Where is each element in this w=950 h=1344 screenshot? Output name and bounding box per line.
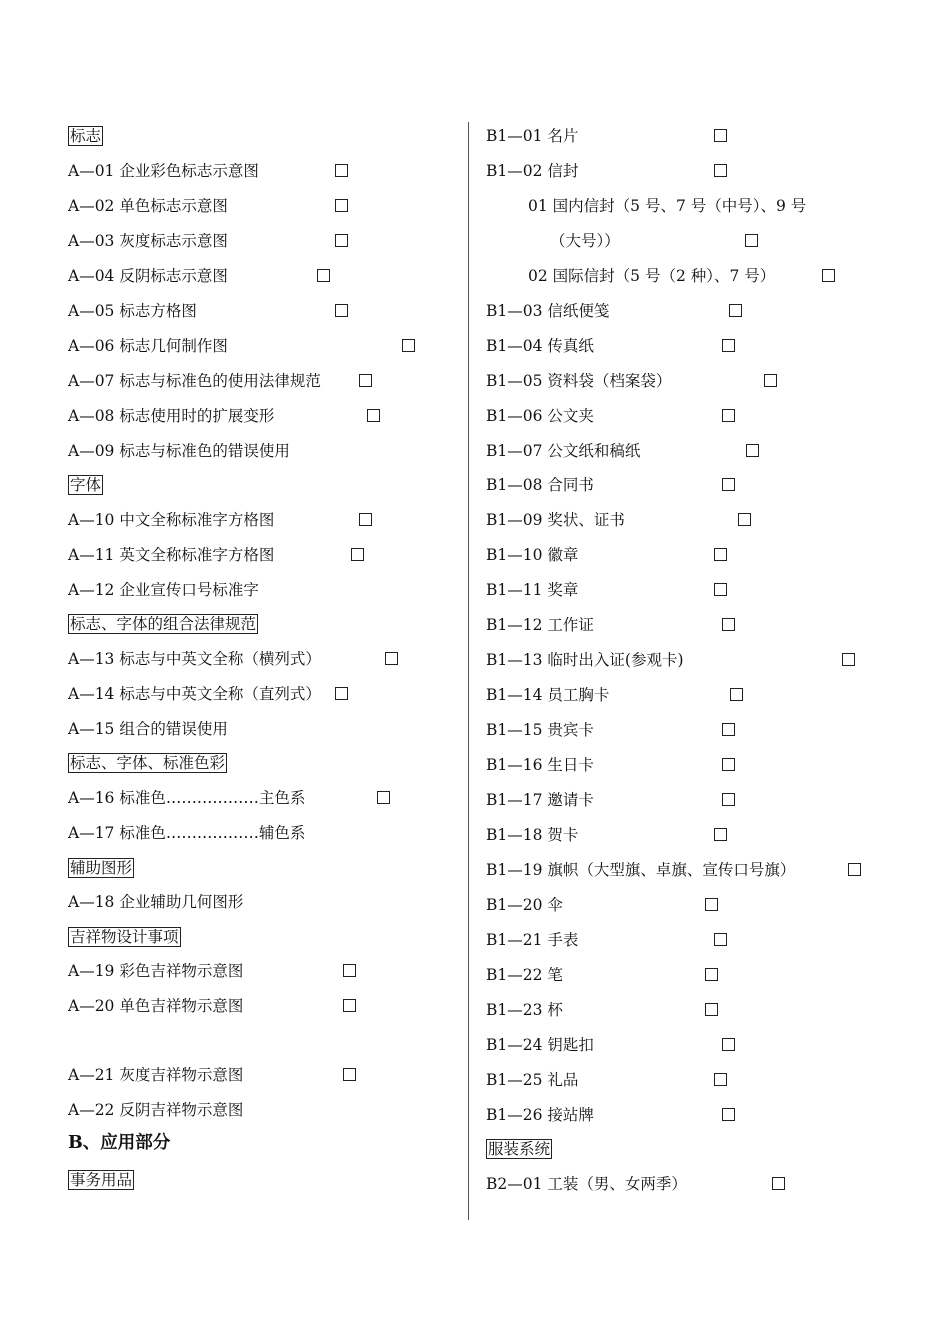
list-item [68,892,243,912]
section-header [68,475,103,495]
list-item [68,649,321,669]
list-item [68,510,274,530]
list-item [68,371,321,391]
item-label: A—10 中文全称标准字方格图 [68,511,275,529]
column-divider [468,122,469,1220]
checkbox[interactable] [705,968,718,981]
section-header [68,927,181,947]
checkbox[interactable] [714,1073,727,1086]
item-label: A—07 标志与标准色的使用法律规范 [68,372,321,390]
checkbox[interactable] [848,863,861,876]
item-label: B1—25 礼品 [486,1071,579,1089]
item-label: 01 国内信封（5 号、7 号（中号）、9 号 [528,197,807,215]
item-label: A—05 标志方格图 [68,302,197,320]
list-item [486,545,578,565]
list-item [68,231,228,251]
list-item [486,126,578,146]
checkbox[interactable] [738,513,751,526]
checkbox[interactable] [335,199,348,212]
checkbox[interactable] [385,652,398,665]
item-label: 服装系统 [488,1140,551,1158]
checkbox[interactable] [714,129,727,142]
item-label: B1—16 生日卡 [486,756,594,774]
list-item [486,161,578,181]
item-label: B1—02 信封 [486,162,579,180]
checkbox[interactable] [335,304,348,317]
list-item [486,790,594,810]
list-item [486,685,609,705]
item-label: B1—09 奖状、证书 [486,511,625,529]
item-label: B1—21 手表 [486,931,579,949]
item-label: B1—13 临时出入证(参观卡) [486,651,684,669]
item-label: B1—03 信纸便笺 [486,302,610,320]
checkbox[interactable] [359,513,372,526]
checkbox[interactable] [705,1003,718,1016]
section-header [68,858,134,878]
section-header [68,753,227,773]
item-label: 标志、字体的组合法律规范 [70,615,257,633]
checkbox[interactable] [317,269,330,282]
list-item [68,996,243,1016]
item-label: B1—20 伞 [486,896,563,914]
checkbox[interactable] [746,444,759,457]
checkbox[interactable] [335,164,348,177]
checkbox[interactable] [359,374,372,387]
item-label: （大号）） [550,232,620,250]
checkbox[interactable] [377,791,390,804]
item-label: 辅助图形 [70,859,133,877]
list-item [68,336,228,356]
item-label: A—22 反阴吉祥物示意图 [68,1101,244,1119]
list-item [68,441,290,461]
item-label: A—03 灰度标志示意图 [68,232,228,250]
list-item [486,930,578,950]
list-item [68,161,259,181]
checkbox[interactable] [343,1068,356,1081]
item-label: A—04 反阴标志示意图 [68,267,228,285]
item-label: B1—18 贺卡 [486,826,579,844]
checkbox[interactable] [722,1108,735,1121]
item-label: B1—05 资料袋（档案袋） [486,372,672,390]
list-item [68,719,228,739]
item-label: B2—01 工装（男、女两季） [486,1175,687,1193]
item-label: B1—04 传真纸 [486,337,594,355]
item-label: B1—06 公文夹 [486,407,594,425]
list-item [486,580,578,600]
checkbox[interactable] [705,898,718,911]
checkbox[interactable] [335,234,348,247]
list-item [486,755,594,775]
item-label: A—02 单色标志示意图 [68,197,228,215]
item-label: 02 国际信封（5 号（2 种）、7 号） [528,267,776,285]
item-label: B1—17 邀请卡 [486,791,594,809]
checkbox[interactable] [367,409,380,422]
list-item [528,266,775,286]
list-item [486,825,578,845]
list-item [68,196,228,216]
checkbox[interactable] [822,269,835,282]
checkbox[interactable] [714,583,727,596]
item-label: A—18 企业辅助几何图形 [68,893,244,911]
list-item [68,1100,243,1120]
list-item [68,580,259,600]
item-label: A—16 标准色………………主色系 [68,789,306,807]
checkbox[interactable] [714,164,727,177]
list-item [486,1035,594,1055]
list-item [68,301,197,321]
part-title [68,1133,170,1153]
list-item [550,231,620,251]
item-label: B1—23 杯 [486,1001,563,1019]
item-label: B1—19 旗帜（大型旗、卓旗、宣传口号旗） [486,861,796,879]
list-item [486,1174,687,1194]
item-label: B1—22 笔 [486,966,563,984]
checkbox[interactable] [722,723,735,736]
item-label: 标志 [70,127,102,145]
checkbox[interactable] [842,653,855,666]
list-item [486,406,594,426]
item-label: B1—08 合同书 [486,476,594,494]
item-label: B1—24 钥匙扣 [486,1036,594,1054]
item-label: B1—01 名片 [486,127,579,145]
item-label: B1—12 工作证 [486,616,594,634]
section-header [68,126,103,146]
list-item [486,1070,578,1090]
checkbox[interactable] [722,1038,735,1051]
list-item [486,301,609,321]
list-item [68,961,243,981]
section-header [68,614,258,634]
item-label: A—13 标志与中英文全称（横列式） [68,650,321,668]
list-item [68,1065,243,1085]
list-item [486,510,625,530]
item-label: A—15 组合的错误使用 [68,720,228,738]
item-label: A—08 标志使用时的扩展变形 [68,407,275,425]
item-label: B1—11 奖章 [486,581,579,599]
list-item [486,895,563,915]
item-label: A—21 灰度吉祥物示意图 [68,1066,244,1084]
checkbox[interactable] [402,339,415,352]
item-label: A—12 企业宣传口号标准字 [68,581,259,599]
list-item [486,965,563,985]
list-item [486,860,795,880]
list-item [68,823,305,843]
item-label: B1—26 接站牌 [486,1106,594,1124]
checkbox[interactable] [351,548,364,561]
list-item [68,684,321,704]
item-label: B、应用部分 [68,1133,171,1153]
checkbox[interactable] [722,758,735,771]
item-label: A—06 标志几何制作图 [68,337,228,355]
list-item [68,788,305,808]
list-item [68,266,228,286]
item-label: B1—10 徽章 [486,546,579,564]
checkbox[interactable] [714,828,727,841]
checkbox[interactable] [343,999,356,1012]
item-label: A—14 标志与中英文全称（直列式） [68,685,321,703]
checkbox[interactable] [335,687,348,700]
item-label: 标志、字体、标准色彩 [70,754,226,772]
item-label: B1—14 员工胸卡 [486,686,610,704]
checkbox[interactable] [730,688,743,701]
list-item [486,1105,594,1125]
list-item [486,650,684,670]
list-item [486,615,594,635]
item-label: 事务用品 [70,1171,133,1189]
section-header [486,1139,552,1159]
checkbox[interactable] [714,548,727,561]
item-label: A—01 企业彩色标志示意图 [68,162,259,180]
list-item [528,196,806,216]
list-item [68,545,274,565]
checkbox[interactable] [722,793,735,806]
item-label: 字体 [70,476,102,494]
checkbox[interactable] [722,618,735,631]
item-label: B1—15 贵宾卡 [486,721,594,739]
item-label: A—19 彩色吉祥物示意图 [68,962,244,980]
item-label: A—09 标志与标准色的错误使用 [68,442,290,460]
checkbox[interactable] [722,478,735,491]
list-item [486,1000,563,1020]
checkbox[interactable] [722,339,735,352]
checkbox[interactable] [714,933,727,946]
checkbox[interactable] [764,374,777,387]
item-label: 吉祥物设计事项 [70,928,179,946]
item-label: A—11 英文全称标准字方格图 [68,546,275,564]
list-item [486,336,594,356]
checkbox[interactable] [343,964,356,977]
checkbox[interactable] [745,234,758,247]
checkbox[interactable] [729,304,742,317]
list-item [486,475,594,495]
section-header [68,1170,134,1190]
item-label: B1—07 公文纸和稿纸 [486,442,641,460]
item-label: A—20 单色吉祥物示意图 [68,997,244,1015]
list-item [486,371,671,391]
list-item [486,441,640,461]
item-label: A—17 标准色………………辅色系 [68,824,306,842]
checkbox[interactable] [722,409,735,422]
list-item [486,720,594,740]
checkbox[interactable] [772,1177,785,1190]
list-item [68,406,274,426]
